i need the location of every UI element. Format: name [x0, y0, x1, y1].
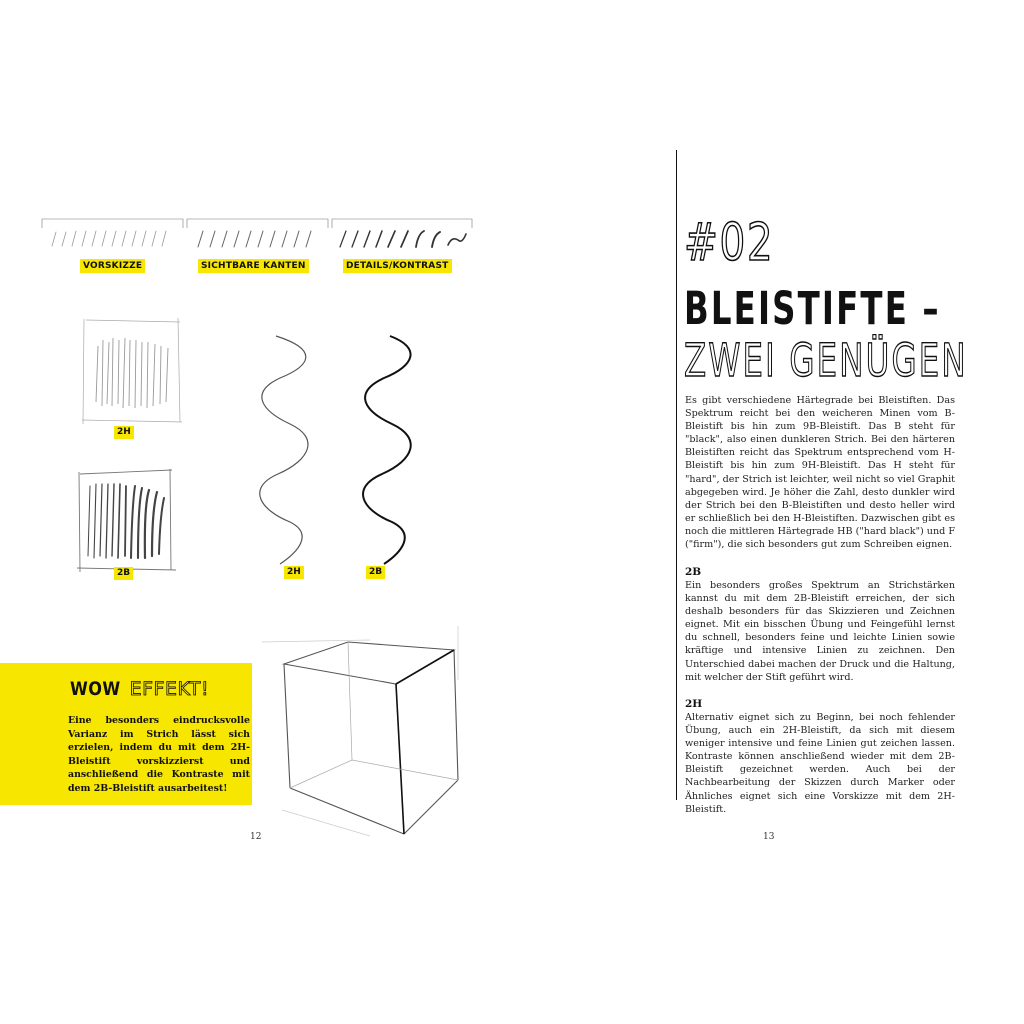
stroke-label-vorskizze: VORSKIZZE	[80, 259, 145, 273]
page-number-right: 13	[763, 832, 775, 842]
wow-effekt-text: Eine besonders eindrucksvolle Varianz im Strich lässt sich erzielen, indem du mit dem 2H-Bleistift vorskizzierst und anschließend die Kontraste mit dem 2B-Bleistift ausarbeitest!	[68, 715, 250, 794]
wave-label-2h: 2H	[284, 566, 304, 579]
chapter-title-line2: ZWEI GENÜGEN	[684, 334, 968, 387]
stroke-label-details-kontrast: DETAILS/KONTRAST	[343, 259, 452, 273]
cube-sketch	[262, 620, 512, 840]
chapter-number: #02	[684, 213, 775, 273]
section-2h-paragraph: Alternativ eignet sich zu Beginn, bei noch fehlender Übung, auch ein 2H-Bleistift, da sich mit diesem weniger intensive und feine Linien gut zeichen lassen. Kontraste können anschließend wieder mit dem 2B-Bleistift gezeichnet werden. Auch bei der Nachbearbeitung der Skizzen durch Marker oder Ähnliches eignet sich eine Vorskizze mit dem 2H-Bleistift.	[685, 712, 955, 815]
intro-paragraph: Es gibt verschiedene Härtegrade bei Bleistiften. Das Spektrum reicht bei den weicheren Minen vom B-Bleistift bis hin zum 9B-Bleistift. Das B steht für "black", also einen dunkleren Strich. Bei den härteren Bleistiften reicht das Spektrum entsprechend vom H-Bleistift bis hin zum 9H-Bleistift. Das H steht für "hard", der Strich ist leichter, weil nicht so viel Graphit abgegeben wird. Je höher die Zahl, desto dunkler wird der Strich bei den B-Bleistiften und desto heller wird er schließlich bei den H-Bleistiften. Dazwischen gibt es noch die mittleren Härtegrade HB ("hard black") und F ("firm"), die sich besonders gut zum Schreiben eignen.	[685, 395, 955, 551]
hatch-label-2b: 2B	[114, 567, 133, 580]
stroke-label-sichtbare-kanten: SICHTBARE KANTEN	[198, 259, 309, 273]
wow-effekt-title	[70, 678, 209, 700]
hatch-label-2h: 2H	[114, 426, 134, 439]
wow-title-outline: EFFEKT!	[129, 678, 210, 700]
section-2b-heading: 2B	[685, 566, 702, 578]
chapter-title-line1: BLEISTIFTE –	[684, 282, 941, 335]
section-2b-paragraph: Ein besonders großes Spektrum an Strichstärken kannst du mit dem 2B-Bleistift erreichen, der sich deshalb besonders für das Skizzieren und Zeichnen eignet. Mit ein bisschen Übung und Feingefühl lernst du schnell, besonders feine und leichte Linien sowie kräftige und intensive Linien zu zeichnen. Den Unterschied dabei machen der Druck und die Haltung, mit welcher der Stift geführt wird.	[685, 580, 955, 683]
column-divider	[676, 150, 677, 800]
stroke-progression-illustration	[40, 214, 474, 254]
hatch-square-2b	[74, 466, 180, 576]
hatch-square-2h	[80, 316, 186, 428]
wave-line-2h	[240, 330, 330, 570]
wave-line-2b	[340, 330, 430, 570]
wow-title-bold: WOW	[70, 678, 121, 700]
wave-label-2b: 2B	[366, 566, 385, 579]
page-number-left: 12	[250, 832, 262, 842]
section-2h-heading: 2H	[685, 698, 703, 710]
